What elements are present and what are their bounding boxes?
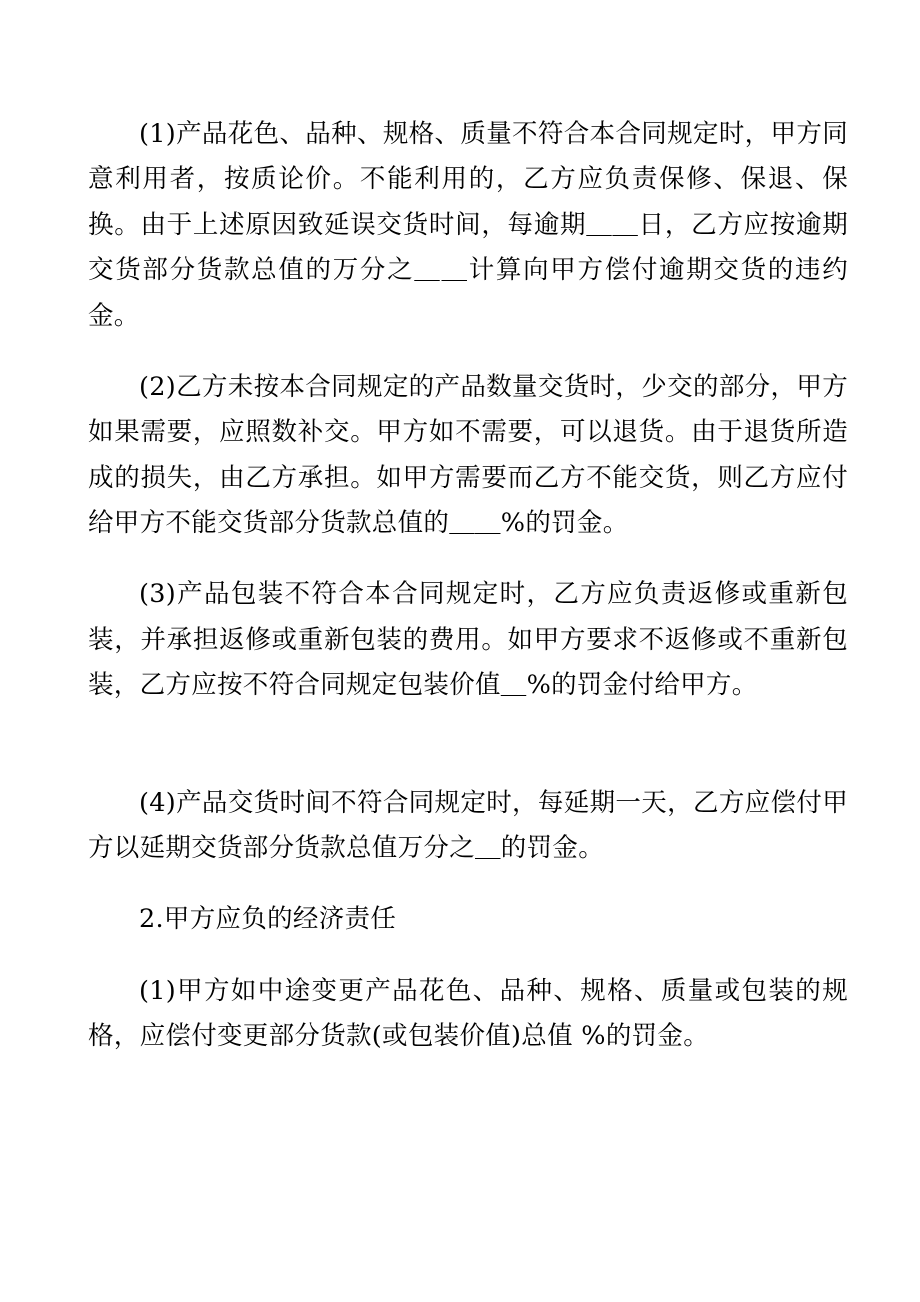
heading-section-2: 2.甲方应负的经济责任 bbox=[139, 904, 397, 935]
paragraph-clause-1-3: (3)产品包装不符合本合同规定时，乙方应负责返修或重新包装，并承担返修或重新包装的费用。如甲方要求不返修或不重新包装，乙方应按不符合同规定包装价值＿%的罚金付给甲方。 bbox=[88, 579, 848, 701]
paragraph-clause-2-1: (1)甲方如中途变更产品花色、品种、规格、质量或包装的规格，应偿付变更部分货款(或包装价值)总值 %的罚金。 bbox=[88, 975, 848, 1051]
paragraph-clause-1-4: (4)产品交货时间不符合同规定时，每延期一天，乙方应偿付甲方以延期交货部分货款总值万分之＿的罚金。 bbox=[88, 787, 848, 863]
paragraph-clause-1-1: (1)产品花色、品种、规格、质量不符合本合同规定时，甲方同意利用者，按质论价。不能利用的，乙方应负责保修、保退、保换。由于上述原因致延误交货时间，每逾期＿＿日，乙方应按逾期交货部分货款总值的万分之＿＿计算向甲方偿付逾期交货的违约金。 bbox=[88, 119, 848, 331]
paragraph-clause-1-2: (2)乙方未按本合同规定的产品数量交货时，少交的部分，甲方如果需要，应照数补交。甲方如不需要，可以退货。由于退货所造成的损失，由乙方承担。如甲方需要而乙方不能交货，则乙方应付给甲方不能交货部分货款总值的＿＿%的罚金。 bbox=[88, 371, 848, 538]
